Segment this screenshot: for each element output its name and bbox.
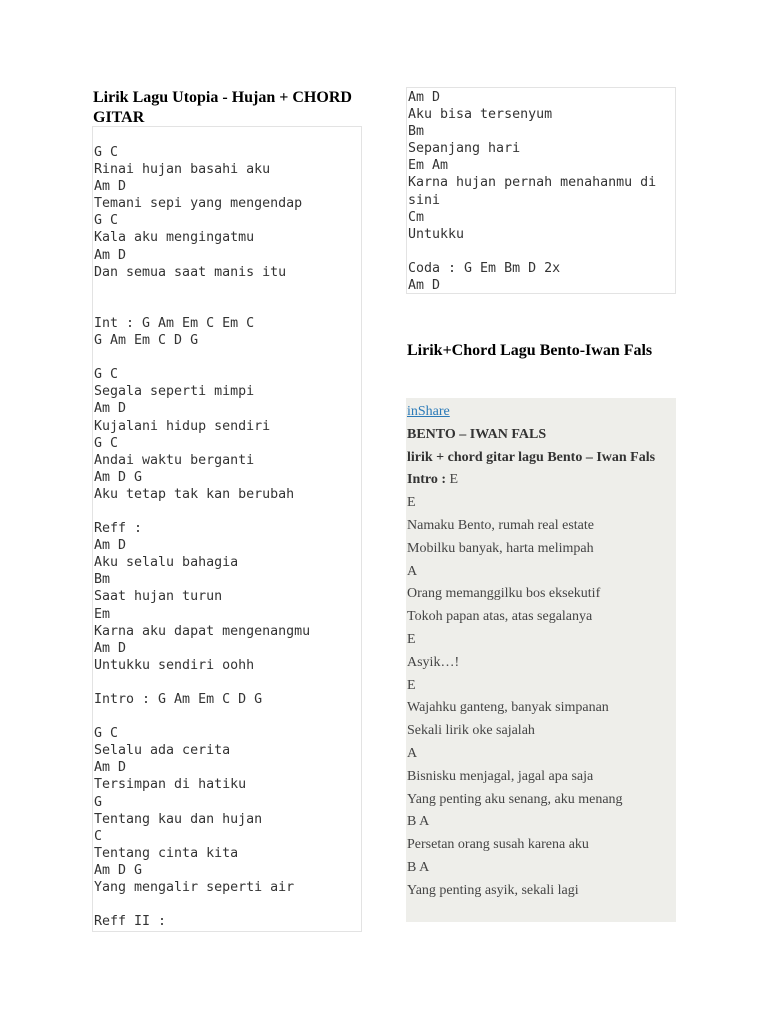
lyric-line: Bisnisku menjagal, jagal apa saja bbox=[407, 768, 594, 784]
intro-chord: E bbox=[446, 472, 459, 488]
lyrics-code-block-continued bbox=[406, 87, 676, 294]
lyric-line: B A bbox=[407, 814, 430, 830]
intro-line bbox=[406, 469, 676, 492]
lyric-line: A bbox=[407, 563, 418, 579]
article-title-utopia: Lirik Lagu Utopia - Hujan + CHORD GITAR bbox=[93, 89, 352, 126]
lyric-line: Namaku Bento, rumah real estate bbox=[407, 517, 594, 533]
bento-heading: BENTO – IWAN FALS bbox=[407, 426, 547, 442]
lyric-line: Tokoh papan atas, atas segalanya bbox=[407, 609, 593, 625]
intro-label: Intro : bbox=[407, 472, 447, 488]
lyric-line: Orang memanggilku bos eksekutif bbox=[407, 586, 601, 602]
lyrics-code-text: G C Rinai hujan basahi aku Am D Temani sepi yang mengendap G C Kala aku mengingatmu Am D Dan semua saat manis itu Int : G Am Em C Em C G Am Em C D G G C Segala seperti mimpi Am D Kujalani hidup sendiri G C Andai waktu berganti Am D G Aku tetap tak kan berubah Reff : Am D Aku selalu bahagia Bm Saat hujan turun Em Karna aku dapat mengenangmu Am D Untukku sendiri oohh Intro : G Am Em C D G G C Selalu ada cerita Am D Tersimpan di hatiku G Tentang kau dan hujan C Tentang cinta kita Am D G Yang mengalir seperti air Reff II : bbox=[94, 145, 311, 930]
bento-lyrics-lines bbox=[406, 492, 676, 902]
lyrics-code-text-continued: Am D Aku bisa tersenyum Bm Sepanjang hari Em Am Karna hujan pernah menahanmu di sini Cm Untukku Coda : G Em Bm D 2x Am D bbox=[408, 90, 657, 294]
lyric-line: Sekali lirik oke sajalah bbox=[407, 723, 535, 739]
lyric-line: Yang penting aku senang, aku menang bbox=[407, 791, 623, 807]
lyric-line: A bbox=[407, 745, 418, 761]
lyric-line: Mobilku banyak, harta melimpah bbox=[407, 540, 594, 556]
article-title-bento: Lirik+Chord Lagu Bento-Iwan Fals bbox=[407, 342, 653, 359]
lyric-line: E bbox=[407, 677, 416, 693]
lyric-line: Persetan orang susah karena aku bbox=[407, 837, 589, 853]
lyric-line: E bbox=[407, 631, 416, 647]
lyric-line: B A bbox=[407, 859, 430, 875]
lyric-line: Yang penting asyik, sekali lagi bbox=[407, 882, 579, 898]
lyric-line: Wajahku ganteng, banyak simpanan bbox=[407, 700, 609, 716]
lyric-line: Asyik…! bbox=[407, 654, 460, 670]
inshare-link[interactable]: inShare bbox=[407, 404, 450, 419]
lyric-line: E bbox=[407, 495, 416, 511]
lyrics-code-block bbox=[92, 126, 362, 932]
bento-subheading: lirik + chord gitar lagu Bento – Iwan Fals bbox=[407, 449, 656, 465]
bento-lyrics-panel bbox=[406, 398, 676, 922]
